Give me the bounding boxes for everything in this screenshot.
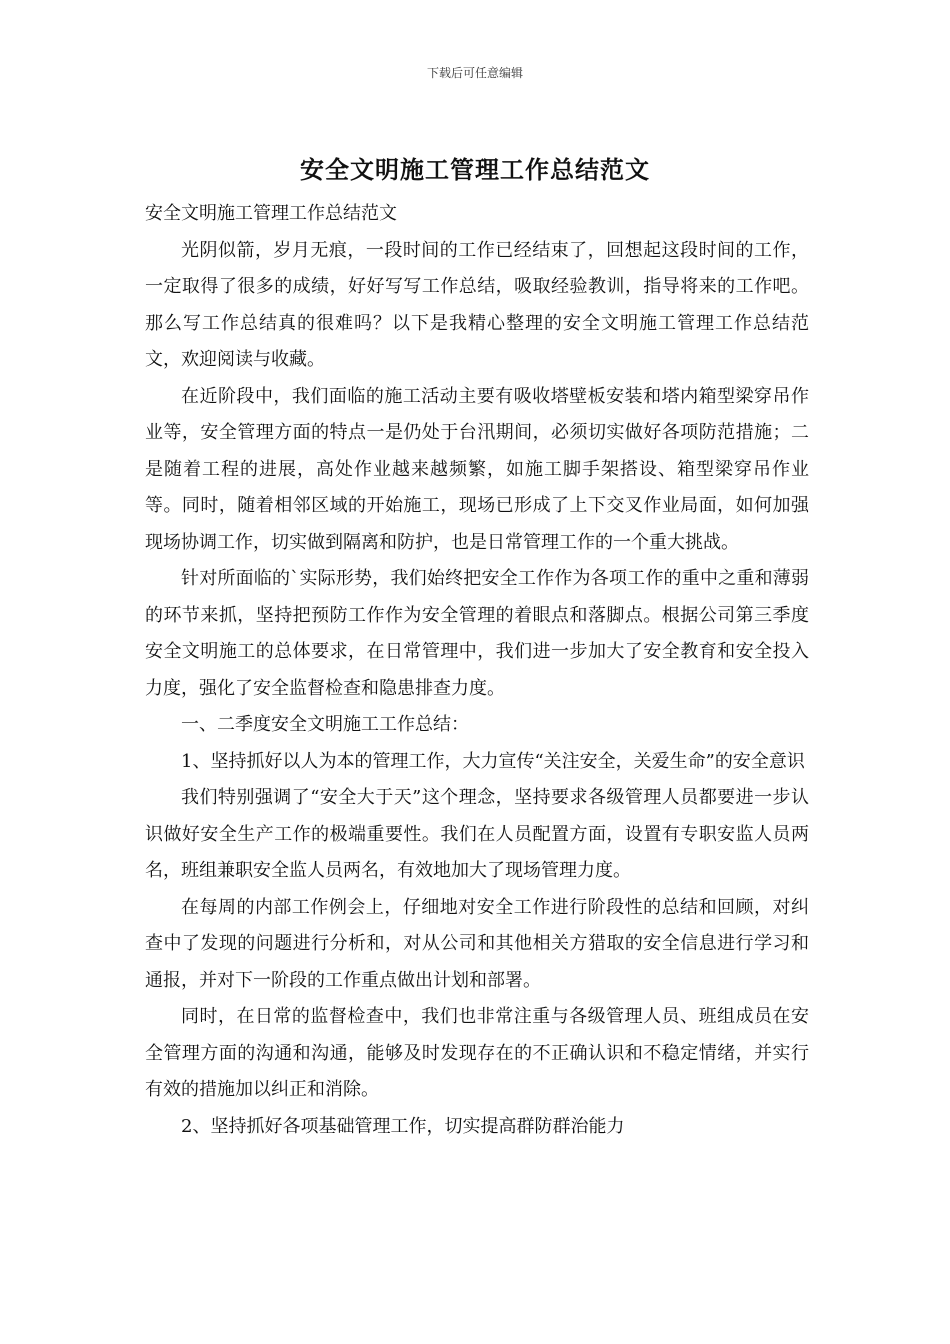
body-paragraph: 我们特别强调了“安全大于天”这个理念，坚持要求各级管理人员都要进一步认识做好安全生产工作的极端重要性。我们在人员配置方面，设置有专职安监人员两名，班组兼职安全监人员两名，有效地加大了现场管理力度。 bbox=[145, 787, 809, 881]
document-body bbox=[145, 196, 809, 1145]
body-paragraph: 同时，在日常的监督检查中，我们也非常注重与各级管理人员、班组成员在安全管理方面的沟通和沟通，能够及时发现存在的不正确认识和不稳定情绪，并实行有效的措施加以纠正和消除。 bbox=[145, 1006, 809, 1100]
page-header-note: 下载后可任意编辑 bbox=[426, 66, 523, 80]
subtitle-paragraph: 安全文明施工管理工作总结范文 bbox=[145, 203, 397, 224]
body-paragraph: 针对所面临的`实际形势，我们始终把安全工作作为各项工作的重中之重和薄弱的环节来抓，坚持把预防工作作为安全管理的着眼点和落脚点。根据公司第三季度安全文明施工的总体要求，在日常管理中，我们进一步加大了安全教育和安全投入力度，强化了安全监督检查和隐患排查力度。 bbox=[145, 568, 809, 699]
body-paragraph: 在近阶段中，我们面临的施工活动主要有吸收塔壁板安装和塔内箱型梁穿吊作业等，安全管理方面的特点一是仍处于台汛期间，必须切实做好各项防范措施；二是随着工程的进展，高处作业越来越频繁，如施工脚手架搭设、箱型梁穿吊作业等。同时，随着相邻区域的开始施工，现场已形成了上下交叉作业局面，如何加强现场协调工作，切实做到隔离和防护，也是日常管理工作的一个重大挑战。 bbox=[145, 385, 809, 553]
section-heading: 一、二季度安全文明施工工作总结： bbox=[181, 714, 469, 735]
document-title: 安全文明施工管理工作总结范文 bbox=[300, 156, 650, 184]
subsection-heading: 2、坚持抓好各项基础管理工作，切实提高群防群治能力 bbox=[181, 1115, 625, 1137]
body-paragraph: 光阴似箭，岁月无痕，一段时间的工作已经结束了，回想起这段时间的工作，一定取得了很多的成绩，好好写写工作总结，吸取经验教训，指导将来的工作吧。那么写工作总结真的很难吗？以下是我精心整理的安全文明施工管理工作总结范文，欢迎阅读与收藏。 bbox=[145, 239, 809, 370]
subsection-heading: 1、坚持抓好以人为本的管理工作，大力宣传“关注安全，关爱生命”的安全意识 bbox=[181, 750, 805, 772]
body-paragraph: 在每周的内部工作例会上，仔细地对安全工作进行阶段性的总结和回顾，对纠查中了发现的问题进行分析和，对从公司和其他相关方猎取的安全信息进行学习和通报，并对下一阶段的工作重点做出计划和部署。 bbox=[145, 896, 809, 991]
